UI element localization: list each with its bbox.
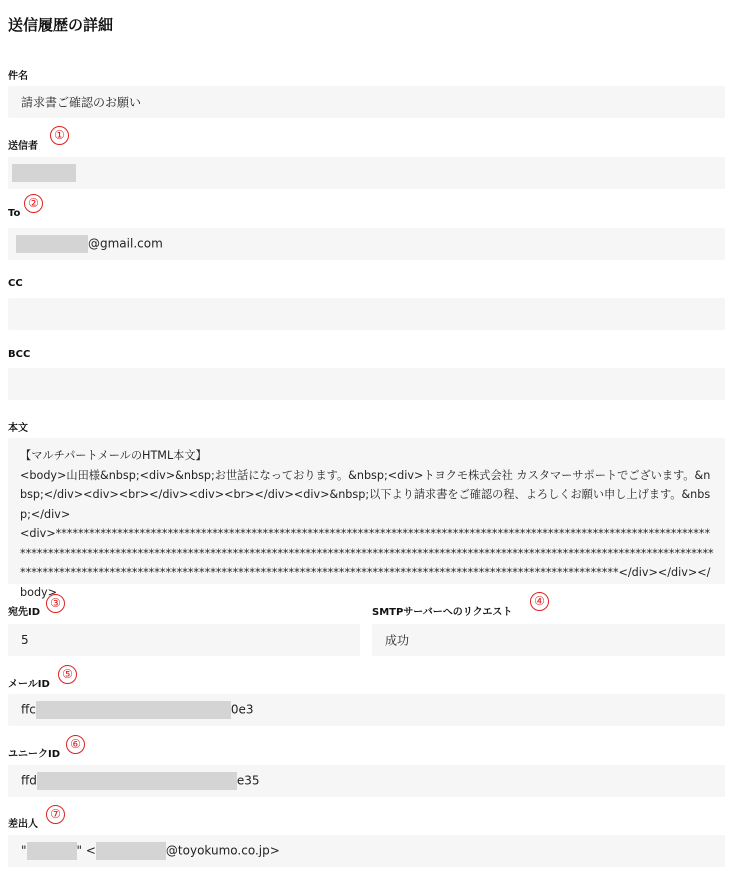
from-quote-open: ": [21, 843, 27, 858]
from-label: 差出人: [8, 819, 38, 830]
unique-id-label: ユニークID: [8, 749, 61, 760]
smtp-request-value: 成功: [385, 633, 410, 648]
annotation-marker-6: ⑥: [66, 735, 85, 754]
destination-id-value: 5: [21, 633, 29, 647]
smtp-request-label: SMTPサーバーへのリクエスト: [372, 607, 513, 618]
destination-id-field: [8, 624, 360, 656]
annotation-marker-4: ④: [530, 592, 549, 611]
subject-value: 請求書ご確認のお願い: [21, 95, 142, 110]
to-label: To: [8, 208, 21, 219]
subject-label: 件名: [8, 71, 28, 82]
to-domain: @gmail.com: [88, 236, 163, 251]
cc-field: [8, 298, 725, 330]
annotation-marker-5: ⑤: [58, 665, 77, 684]
page-title: 送信履歴の詳細: [8, 16, 114, 34]
sender-value: [12, 164, 76, 182]
bcc-label: BCC: [8, 349, 31, 360]
mail-id-value: [21, 701, 254, 719]
unique-id-field: [8, 765, 725, 797]
redacted-block: [16, 235, 88, 253]
redacted-block: [96, 842, 166, 860]
unique-id-suffix: e35: [236, 773, 260, 788]
annotation-marker-1: ①: [50, 126, 69, 145]
smtp-request-field: [372, 624, 725, 656]
annotation-marker-7: ⑦: [46, 805, 65, 824]
mail-id-prefix: ffc: [21, 702, 36, 717]
redacted-block: [37, 772, 237, 790]
mail-id-suffix: 0e3: [230, 702, 254, 717]
redacted-block: [36, 701, 231, 719]
from-field: [8, 835, 725, 867]
unique-id-value: [21, 772, 260, 790]
from-domain: @toyokumo.co.jp>: [165, 843, 280, 858]
bcc-field: [8, 368, 725, 400]
subject-field: [8, 86, 725, 118]
redacted-block: [12, 164, 76, 182]
from-quote-close: " <: [76, 843, 96, 858]
to-field: [8, 228, 725, 260]
annotation-marker-3: ③: [46, 594, 65, 613]
from-value: [21, 842, 280, 860]
body-label: 本文: [8, 423, 28, 434]
mail-id-label: メールID: [8, 679, 50, 690]
sender-label: 送信者: [8, 141, 38, 152]
cc-label: CC: [8, 278, 23, 289]
redacted-block: [27, 842, 77, 860]
unique-id-prefix: ffd: [21, 773, 37, 788]
mail-id-field: [8, 694, 725, 726]
annotation-marker-2: ②: [24, 194, 43, 213]
to-value: [16, 235, 163, 253]
body-field: [8, 438, 725, 599]
body-content: 【マルチパートメールのHTML本文】 <body>山田様&nbsp;<div>&nbsp;お世話になっております。&nbsp;<div>トヨクモ株式会社 カスタマーサポートでございます。&nbsp;</div><div><br></div><div><br></div><div>&nbsp;以下より請求書をご確認の程、よろしくお願い申し上げます。&nbsp;</div> <div>************************************************************************************************************************************************************************************************************************************************************************************************************************************************************</div></div></body>: [20, 449, 714, 599]
sender-field: [8, 157, 725, 189]
destination-id-label: 宛先ID: [8, 607, 41, 618]
